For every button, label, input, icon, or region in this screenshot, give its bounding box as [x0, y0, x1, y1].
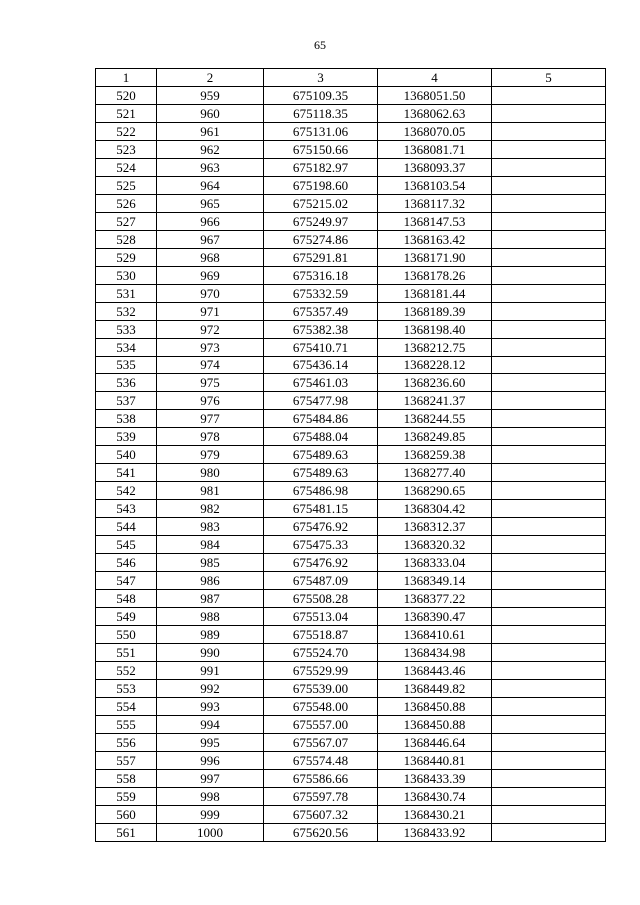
- table-cell: 675548.00: [264, 697, 378, 715]
- column-header: 5: [492, 69, 606, 87]
- table-cell: [492, 194, 606, 212]
- column-header: 3: [264, 69, 378, 87]
- column-header: 2: [157, 69, 264, 87]
- table-row: [96, 158, 606, 176]
- table-row: [96, 590, 606, 608]
- table-cell: 675274.86: [264, 230, 378, 248]
- table-cell: 675109.35: [264, 86, 378, 104]
- table-cell: [492, 266, 606, 284]
- table-cell: [492, 823, 606, 841]
- table-cell: [492, 212, 606, 230]
- table-cell: 997: [157, 769, 264, 787]
- table-cell: 999: [157, 805, 264, 823]
- table-cell: 986: [157, 572, 264, 590]
- table-cell: [492, 697, 606, 715]
- table-cell: 1368349.14: [378, 572, 492, 590]
- table-cell: 546: [96, 554, 157, 572]
- table-cell: 675477.98: [264, 392, 378, 410]
- table-cell: [492, 248, 606, 266]
- table-cell: [492, 410, 606, 428]
- table-cell: 550: [96, 626, 157, 644]
- table-cell: 675529.99: [264, 661, 378, 679]
- table-cell: 966: [157, 212, 264, 230]
- table-cell: [492, 554, 606, 572]
- table-cell: 675150.66: [264, 140, 378, 158]
- table-cell: 978: [157, 428, 264, 446]
- table-cell: 675620.56: [264, 823, 378, 841]
- table-cell: 675487.09: [264, 572, 378, 590]
- table-cell: 1368377.22: [378, 590, 492, 608]
- table-cell: 1368446.64: [378, 733, 492, 751]
- page-number: 65: [314, 38, 326, 52]
- table-cell: 675488.04: [264, 428, 378, 446]
- table-cell: 675524.70: [264, 644, 378, 662]
- table-cell: 537: [96, 392, 157, 410]
- table-cell: 1368070.05: [378, 122, 492, 140]
- table-cell: 1368051.50: [378, 86, 492, 104]
- table-row: [96, 104, 606, 122]
- table-cell: 540: [96, 446, 157, 464]
- table-cell: 967: [157, 230, 264, 248]
- table-cell: 979: [157, 446, 264, 464]
- table-row: [96, 805, 606, 823]
- table-cell: [492, 572, 606, 590]
- table-cell: 675410.71: [264, 338, 378, 356]
- table-cell: [492, 104, 606, 122]
- table-cell: 1368228.12: [378, 356, 492, 374]
- table-cell: 1368178.26: [378, 266, 492, 284]
- table-row: [96, 572, 606, 590]
- table-cell: 551: [96, 644, 157, 662]
- table-cell: 558: [96, 769, 157, 787]
- table-row: [96, 464, 606, 482]
- table-row: [96, 482, 606, 500]
- table-cell: [492, 608, 606, 626]
- table-row: [96, 302, 606, 320]
- table-row: [96, 733, 606, 751]
- table-cell: 1368304.42: [378, 500, 492, 518]
- table-cell: 1368277.40: [378, 464, 492, 482]
- table-row: [96, 446, 606, 464]
- table-cell: 971: [157, 302, 264, 320]
- table-cell: 557: [96, 751, 157, 769]
- table-cell: 1368171.90: [378, 248, 492, 266]
- table-row: [96, 392, 606, 410]
- table-cell: [492, 500, 606, 518]
- table-cell: 974: [157, 356, 264, 374]
- table-cell: 1368163.42: [378, 230, 492, 248]
- table-row: [96, 679, 606, 697]
- table-body: [96, 86, 606, 841]
- table-row: [96, 661, 606, 679]
- table-cell: [492, 661, 606, 679]
- table-cell: 675518.87: [264, 626, 378, 644]
- table-row: [96, 374, 606, 392]
- table-row: [96, 428, 606, 446]
- table-cell: [492, 320, 606, 338]
- table-cell: 1368062.63: [378, 104, 492, 122]
- table-cell: 1368440.81: [378, 751, 492, 769]
- table-cell: 675574.48: [264, 751, 378, 769]
- table-row: [96, 284, 606, 302]
- table-cell: [492, 140, 606, 158]
- table-cell: 975: [157, 374, 264, 392]
- table-row: [96, 338, 606, 356]
- table-cell: 1368410.61: [378, 626, 492, 644]
- table-cell: 675489.63: [264, 464, 378, 482]
- table-cell: 1368443.46: [378, 661, 492, 679]
- table-cell: 561: [96, 823, 157, 841]
- table-cell: 675597.78: [264, 787, 378, 805]
- table-cell: 965: [157, 194, 264, 212]
- table-cell: 675539.00: [264, 679, 378, 697]
- table-cell: 553: [96, 679, 157, 697]
- table-cell: 527: [96, 212, 157, 230]
- table-row: [96, 715, 606, 733]
- table-cell: [492, 644, 606, 662]
- table-cell: 994: [157, 715, 264, 733]
- table-cell: 545: [96, 536, 157, 554]
- table-cell: 980: [157, 464, 264, 482]
- table-cell: 523: [96, 140, 157, 158]
- table-cell: 521: [96, 104, 157, 122]
- table-cell: 675567.07: [264, 733, 378, 751]
- table-cell: 1368081.71: [378, 140, 492, 158]
- table-cell: 544: [96, 518, 157, 536]
- table-cell: 983: [157, 518, 264, 536]
- table-cell: 968: [157, 248, 264, 266]
- table-cell: 675513.04: [264, 608, 378, 626]
- table-row: [96, 140, 606, 158]
- table-cell: 675557.00: [264, 715, 378, 733]
- table-cell: [492, 230, 606, 248]
- table-row: [96, 248, 606, 266]
- table-cell: [492, 482, 606, 500]
- table-cell: 1368244.55: [378, 410, 492, 428]
- table-cell: [492, 769, 606, 787]
- table-cell: 987: [157, 590, 264, 608]
- table-cell: 1368249.85: [378, 428, 492, 446]
- table-cell: 995: [157, 733, 264, 751]
- table-cell: 1368434.98: [378, 644, 492, 662]
- table-cell: 973: [157, 338, 264, 356]
- table-cell: 548: [96, 590, 157, 608]
- table-cell: [492, 787, 606, 805]
- table-row: [96, 356, 606, 374]
- table-cell: [492, 626, 606, 644]
- table-row: [96, 697, 606, 715]
- table-cell: 1368430.21: [378, 805, 492, 823]
- table-cell: 536: [96, 374, 157, 392]
- table-cell: [492, 122, 606, 140]
- table-cell: 1368390.47: [378, 608, 492, 626]
- table-row: [96, 320, 606, 338]
- table-cell: [492, 356, 606, 374]
- table-cell: 541: [96, 464, 157, 482]
- table-cell: 675508.28: [264, 590, 378, 608]
- table-cell: 1368449.82: [378, 679, 492, 697]
- table-row: [96, 518, 606, 536]
- table-cell: 1000: [157, 823, 264, 841]
- table-cell: 1368093.37: [378, 158, 492, 176]
- table-cell: 675586.66: [264, 769, 378, 787]
- table-cell: 1368320.32: [378, 536, 492, 554]
- table-cell: 525: [96, 176, 157, 194]
- table-cell: [492, 338, 606, 356]
- table-cell: 1368259.38: [378, 446, 492, 464]
- table-row: [96, 410, 606, 428]
- table-cell: 675291.81: [264, 248, 378, 266]
- table-cell: 520: [96, 86, 157, 104]
- table-cell: 549: [96, 608, 157, 626]
- table-cell: 560: [96, 805, 157, 823]
- table-cell: 969: [157, 266, 264, 284]
- table-cell: 543: [96, 500, 157, 518]
- table-cell: 981: [157, 482, 264, 500]
- table-cell: 675215.02: [264, 194, 378, 212]
- table-cell: [492, 158, 606, 176]
- table-cell: 556: [96, 733, 157, 751]
- table-cell: [492, 751, 606, 769]
- table-cell: 963: [157, 158, 264, 176]
- table-cell: 1368430.74: [378, 787, 492, 805]
- table-cell: 675476.92: [264, 518, 378, 536]
- table-cell: 1368433.39: [378, 769, 492, 787]
- table-cell: 1368212.75: [378, 338, 492, 356]
- table-cell: 1368333.04: [378, 554, 492, 572]
- table-cell: 675182.97: [264, 158, 378, 176]
- table-row: [96, 626, 606, 644]
- table-row: [96, 86, 606, 104]
- table-cell: 528: [96, 230, 157, 248]
- table-cell: 1368450.88: [378, 715, 492, 733]
- table-cell: 554: [96, 697, 157, 715]
- table-cell: 989: [157, 626, 264, 644]
- table-cell: [492, 428, 606, 446]
- table-cell: 675131.06: [264, 122, 378, 140]
- table-cell: 559: [96, 787, 157, 805]
- table-cell: 982: [157, 500, 264, 518]
- table-cell: 552: [96, 661, 157, 679]
- table-cell: [492, 392, 606, 410]
- table-cell: 1368241.37: [378, 392, 492, 410]
- table-cell: 991: [157, 661, 264, 679]
- table-cell: 547: [96, 572, 157, 590]
- table-cell: 961: [157, 122, 264, 140]
- table-cell: 960: [157, 104, 264, 122]
- table-cell: 1368181.44: [378, 284, 492, 302]
- table-cell: 985: [157, 554, 264, 572]
- table-cell: 534: [96, 338, 157, 356]
- table-row: [96, 212, 606, 230]
- table-cell: 1368103.54: [378, 176, 492, 194]
- table-row: [96, 787, 606, 805]
- table-cell: [492, 536, 606, 554]
- table-cell: 539: [96, 428, 157, 446]
- table-cell: 1368433.92: [378, 823, 492, 841]
- table-cell: 542: [96, 482, 157, 500]
- table-cell: [492, 446, 606, 464]
- table-cell: 555: [96, 715, 157, 733]
- table-cell: 990: [157, 644, 264, 662]
- table-cell: 535: [96, 356, 157, 374]
- table-cell: 533: [96, 320, 157, 338]
- table-row: [96, 500, 606, 518]
- table-cell: 964: [157, 176, 264, 194]
- table-cell: 531: [96, 284, 157, 302]
- table-row: [96, 823, 606, 841]
- header-row: [96, 69, 606, 87]
- table-cell: [492, 518, 606, 536]
- table-row: [96, 230, 606, 248]
- table-cell: 522: [96, 122, 157, 140]
- table-cell: 675481.15: [264, 500, 378, 518]
- table-cell: 675382.38: [264, 320, 378, 338]
- table-row: [96, 536, 606, 554]
- table-cell: 972: [157, 320, 264, 338]
- table-cell: 1368450.88: [378, 697, 492, 715]
- table-cell: 524: [96, 158, 157, 176]
- table-cell: 1368189.39: [378, 302, 492, 320]
- table-cell: 970: [157, 284, 264, 302]
- table-cell: 1368312.37: [378, 518, 492, 536]
- table-row: [96, 176, 606, 194]
- table-cell: [492, 464, 606, 482]
- table-row: [96, 751, 606, 769]
- coordinates-table: [95, 68, 606, 842]
- table-row: [96, 608, 606, 626]
- table-cell: 675476.92: [264, 554, 378, 572]
- table-row: [96, 644, 606, 662]
- table-cell: 675249.97: [264, 212, 378, 230]
- table-cell: 976: [157, 392, 264, 410]
- table-cell: 526: [96, 194, 157, 212]
- table-cell: 988: [157, 608, 264, 626]
- table-row: [96, 769, 606, 787]
- table-cell: 675357.49: [264, 302, 378, 320]
- table-cell: [492, 302, 606, 320]
- table-row: [96, 122, 606, 140]
- table-cell: 993: [157, 697, 264, 715]
- table-cell: 529: [96, 248, 157, 266]
- table-cell: 1368290.65: [378, 482, 492, 500]
- table-cell: [492, 590, 606, 608]
- table-cell: 675475.33: [264, 536, 378, 554]
- table-cell: 1368236.60: [378, 374, 492, 392]
- table-cell: [492, 284, 606, 302]
- table-cell: [492, 715, 606, 733]
- table-cell: 530: [96, 266, 157, 284]
- table-cell: 675607.32: [264, 805, 378, 823]
- table-cell: 1368117.32: [378, 194, 492, 212]
- table-cell: 675332.59: [264, 284, 378, 302]
- table-cell: 962: [157, 140, 264, 158]
- table-cell: 532: [96, 302, 157, 320]
- column-header: 4: [378, 69, 492, 87]
- table-cell: 984: [157, 536, 264, 554]
- table-cell: [492, 176, 606, 194]
- table-cell: 675484.86: [264, 410, 378, 428]
- table-cell: [492, 374, 606, 392]
- table-cell: 675436.14: [264, 356, 378, 374]
- table-cell: [492, 86, 606, 104]
- table-cell: 675461.03: [264, 374, 378, 392]
- table-cell: 675486.98: [264, 482, 378, 500]
- table-row: [96, 194, 606, 212]
- table-cell: 959: [157, 86, 264, 104]
- table-cell: 1368147.53: [378, 212, 492, 230]
- table-cell: 675316.18: [264, 266, 378, 284]
- table-cell: 996: [157, 751, 264, 769]
- table-row: [96, 266, 606, 284]
- column-header: 1: [96, 69, 157, 87]
- table-row: [96, 554, 606, 572]
- table-cell: [492, 805, 606, 823]
- table-cell: 675118.35: [264, 104, 378, 122]
- table-cell: [492, 733, 606, 751]
- table-cell: 992: [157, 679, 264, 697]
- table-cell: 675198.60: [264, 176, 378, 194]
- table-cell: 977: [157, 410, 264, 428]
- table-cell: 998: [157, 787, 264, 805]
- table-cell: 1368198.40: [378, 320, 492, 338]
- table-cell: [492, 679, 606, 697]
- table-cell: 538: [96, 410, 157, 428]
- table-cell: 675489.63: [264, 446, 378, 464]
